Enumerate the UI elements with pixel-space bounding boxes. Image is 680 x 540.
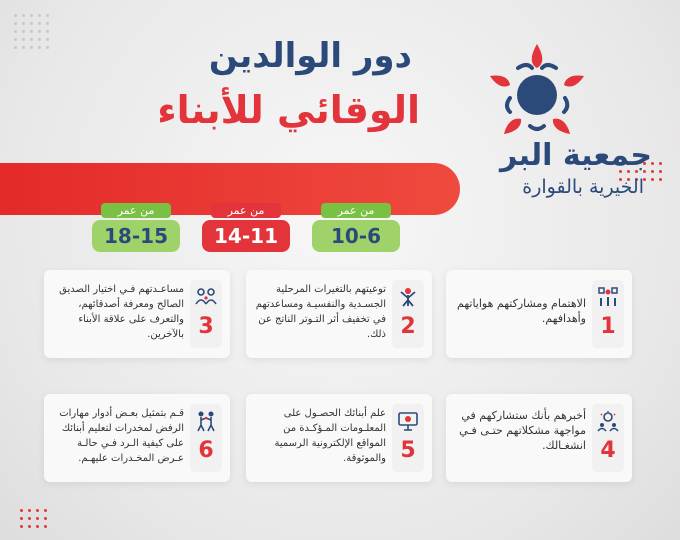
decorative-dot — [28, 517, 31, 520]
tip-card-2 — [246, 270, 432, 358]
tip-number: 5 — [400, 438, 416, 463]
decorative-dot — [14, 22, 17, 25]
decorative-dot — [38, 46, 41, 49]
decorative-dot — [46, 22, 49, 25]
age-range: 10-6 — [312, 220, 400, 252]
decorative-dot — [14, 46, 17, 49]
decorative-dot — [46, 30, 49, 33]
title-line-1: دور الوالدين — [208, 36, 412, 76]
tip-number: 4 — [600, 438, 616, 463]
age-range: 18-15 — [92, 220, 180, 252]
growth-icon — [397, 286, 419, 308]
decorative-dot — [46, 46, 49, 49]
decorative-dot — [20, 517, 23, 520]
age-range: 14-11 — [202, 220, 290, 252]
decorative-dot — [36, 517, 39, 520]
decorative-dot — [659, 162, 662, 165]
decorative-dots-top-left — [14, 14, 49, 49]
decorative-dot — [30, 14, 33, 17]
idea-icon — [597, 410, 619, 432]
tip-card-5 — [246, 394, 432, 482]
decorative-dots-bottom-left — [20, 509, 47, 528]
decorative-dot — [22, 22, 25, 25]
tip-card-6 — [44, 394, 230, 482]
monitor-icon — [397, 410, 419, 432]
tip-badge — [392, 404, 424, 472]
age-group-6-10 — [312, 203, 400, 252]
decorative-dot — [30, 46, 33, 49]
tip-number: 6 — [198, 438, 214, 463]
organization-logo-icon — [472, 38, 602, 148]
tip-number: 3 — [198, 314, 214, 339]
tip-badge — [592, 404, 624, 472]
age-label: من عمر — [321, 203, 391, 218]
tip-number: 2 — [400, 314, 416, 339]
decorative-dot — [14, 38, 17, 41]
decorative-dot — [46, 38, 49, 41]
decorative-dot — [28, 509, 31, 512]
decorative-dot — [659, 170, 662, 173]
decorative-dot — [22, 30, 25, 33]
decorative-dot — [38, 38, 41, 41]
decorative-dot — [14, 14, 17, 17]
decorative-dot — [20, 509, 23, 512]
age-group-15-18 — [92, 203, 180, 252]
tip-text: أخبرهم بأنك ستشاركهم في مواجهة مشكلاتهم حتـى فـي انشغـالك. — [459, 409, 586, 452]
decorative-dot — [651, 178, 654, 181]
decorative-dot — [44, 525, 47, 528]
tip-text: مساعـدتهم فـي اختيار الصديق الصالح ومعرفة أصدقائهم، والتعرف على علاقة الأبناء بالآخرين. — [59, 284, 184, 340]
decorative-dot — [44, 517, 47, 520]
tip-card-3 — [44, 270, 230, 358]
organization-subname: الخيرية بالقوارة — [522, 176, 644, 198]
age-group-11-14 — [202, 203, 290, 252]
tip-card-1 — [446, 270, 632, 358]
decorative-dot — [30, 38, 33, 41]
tip-card-4 — [446, 394, 632, 482]
decorative-dot — [38, 22, 41, 25]
decorative-dot — [36, 509, 39, 512]
friends-icon — [195, 286, 217, 308]
age-label: من عمر — [101, 203, 171, 218]
decorative-dot — [22, 38, 25, 41]
tip-number: 1 — [600, 314, 616, 339]
decorative-dot — [38, 30, 41, 33]
roleplay-icon — [195, 410, 217, 432]
tip-badge — [190, 280, 222, 348]
tip-badge — [190, 404, 222, 472]
decorative-dot — [30, 22, 33, 25]
tip-text: قـم بتمثيل بعـض أدوار مهارات الرفض لمخدرات لتعليم أبنائك على كيفية الـرد فـي حالـة عـرض المخـدرات عليهـم. — [59, 408, 184, 464]
tip-text: علم أبنائك الحصـول على المعلـومات المـؤكـدة من المواقع الإلكترونية الرسمية والموثوقة. — [274, 408, 386, 464]
tip-text: الاهتمام ومشاركتهم هواياتهم وأهدافهم. — [457, 297, 586, 325]
decorative-dot — [36, 525, 39, 528]
decorative-dot — [20, 525, 23, 528]
decorative-dot — [28, 525, 31, 528]
tip-text: توعيتهم بالتغيرات المرحلية الجسـدية والنفسيـة ومساعدتهم في تخفيف أثر التـوتر الناتج عن ذلك. — [255, 284, 386, 340]
decorative-dot — [46, 14, 49, 17]
decorative-dot — [14, 30, 17, 33]
tip-badge — [392, 280, 424, 348]
age-label: من عمر — [211, 203, 281, 218]
family-icon — [597, 286, 619, 308]
decorative-dot — [44, 509, 47, 512]
decorative-dot — [30, 30, 33, 33]
decorative-dot — [38, 14, 41, 17]
decorative-dot — [659, 178, 662, 181]
decorative-dot — [22, 14, 25, 17]
decorative-dot — [22, 46, 25, 49]
title-line-2: الوقائي للأبناء — [157, 88, 420, 132]
organization-name: جمعية البر — [499, 138, 652, 173]
tip-badge — [592, 280, 624, 348]
